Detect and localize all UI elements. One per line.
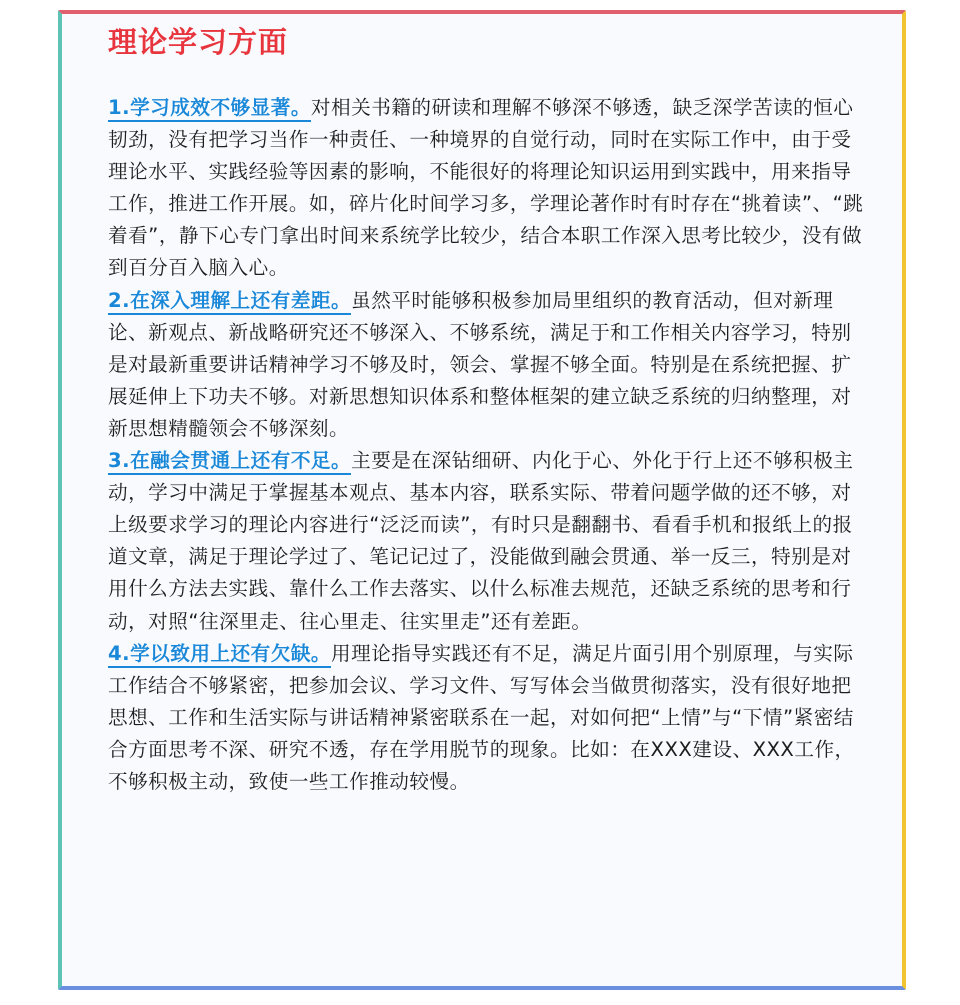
section-3-heading: 3.在融会贯通上还有不足。 [108,449,351,475]
section-1 [108,92,865,285]
section-2-heading: 2.在深入理解上还有差距。 [108,289,351,315]
section-2-body: 虽然平时能够积极参加局里组织的教育活动，但对新理论、新观点、新战略研究还不够深入、不够系统，满足于和工作相关内容学习，特别是对最新重要讲话精神学习不够及时，领会、掌握不够全面。特别是在系统把握、扩展延伸上下功夫不够。对新思想知识体系和整体框架的建立缺乏系统的归纳整理，对新思想精髓领会不够深刻。 [108,288,852,440]
section-1-body: 对相关书籍的研读和理解不够深不够透，缺乏深学苦读的恒心韧劲，没有把学习当作一种责任、一种境界的自觉行动，同时在实际工作中，由于受理论水平、实践经验等因素的影响，不能很好的将理论知识运用到实践中，用来指导工作，推进工作开展。如，碎片化时间学习多，学理论著作时有时存在“挑着读”、“跳着看”，静下心专门拿出时间来系统学比较少，结合本职工作深入思考比较少，没有做到百分百入脑入心。 [108,96,864,280]
document-body [108,92,865,798]
section-4-heading: 4.学以致用上还有欠缺。 [108,642,331,668]
section-4-body: 用理论指导实践还有不足，满足片面引用个别原理，与实际工作结合不够紧密，把参加会议、学习文件、写写体会当做贯彻落实，没有很好地把思想、工作和生活实际与讲话精神紧密联系在一起，对如何把“上情”与“下情”紧密结合方面思考不深、研究不透，存在学用脱节的现象。比如：在XXX建设、XXX工作，不够积极主动，致使一些工作推动较慢。 [108,641,855,793]
page-title: 理论学习方面 [108,25,289,59]
section-2 [108,285,865,445]
section-3-body: 主要是在深钻细研、内化于心、外化于行上还不够积极主动，学习中满足于掌握基本观点、基本内容，联系实际、带着问题学做的还不够，对上级要求学习的理论内容进行“泛泛而读”，有时只是翻翻书、看看手机和报纸上的报道文章，满足于理论学过了、笔记记过了，没能做到融会贯通、举一反三，特别是对用什么方法去实践、靠什么工作去落实、以什么标准去规范，还缺乏系统的思考和行动，对照“往深里走、往心里走、往实里走”还有差距。 [108,449,854,633]
section-3 [108,445,865,638]
section-4 [108,638,865,798]
section-1-heading: 1.学习成效不够显著。 [108,96,311,122]
